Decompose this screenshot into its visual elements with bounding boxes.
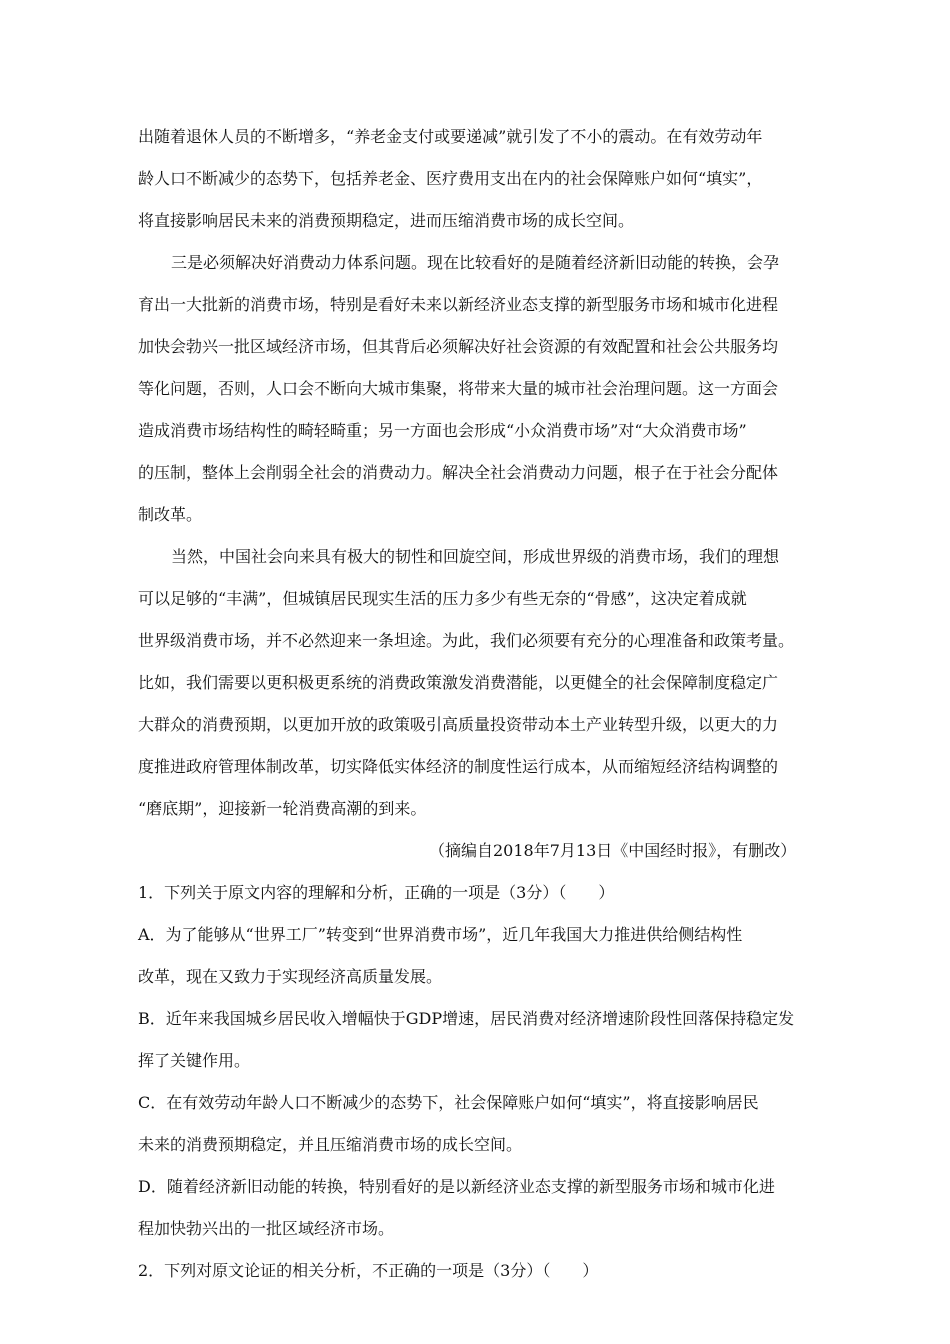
article-line: 世界级消费市场，并不必然迎来一条坦途。为此，我们必须要有充分的心理准备和政策考量。 — [138, 631, 795, 650]
article-paragraph-start: 三是必须解决好消费动力体系问题。现在比较看好的是随着经济新旧动能的转换，会孕 — [171, 253, 780, 272]
article-line: 制改革。 — [138, 505, 203, 524]
article-line: 造成消费市场结构性的畸轻畸重；另一方面也会形成“小众消费市场”对“大众消费市场” — [138, 421, 747, 440]
question-1-option-c: C．在有效劳动年龄人口不断减少的态势下，社会保障账户如何“填实”，将直接影响居民 — [138, 1093, 759, 1112]
question-2-stem: 2．下列对原文论证的相关分析，不正确的一项是（3分）（ ） — [138, 1261, 599, 1280]
article-line: 大群众的消费预期，以更加开放的政策吸引高质量投资带动本土产业转型升级，以更大的力 — [138, 715, 779, 734]
article-line: 比如，我们需要以更积极更系统的消费政策激发消费潜能，以更健全的社会保障制度稳定广 — [138, 673, 779, 692]
question-1-stem: 1．下列关于原文内容的理解和分析，正确的一项是（3分）（ ） — [138, 883, 615, 902]
question-1-option-b: B．近年来我国城乡居民收入增幅快于GDP增速，居民消费对经济增速阶段性回落保持稳定发 — [138, 1009, 795, 1028]
article-line: 可以足够的“丰满”，但城镇居民现实生活的压力多少有些无奈的“骨感”，这决定着成就 — [138, 589, 747, 608]
article-line: 出随着退休人员的不断增多，“养老金支付或要递减”就引发了不小的震动。在有效劳动年 — [138, 127, 763, 146]
question-1-option-d-cont: 程加快勃兴出的一批区域经济市场。 — [138, 1219, 395, 1238]
article-line: 将直接影响居民未来的消费预期稳定，进而压缩消费市场的成长空间。 — [138, 211, 635, 230]
article-paragraph-start: 当然，中国社会向来具有极大的韧性和回旋空间，形成世界级的消费市场，我们的理想 — [171, 547, 780, 566]
article-line: 育出一大批新的消费市场，特别是看好未来以新经济业态支撑的新型服务市场和城市化进程 — [138, 295, 779, 314]
question-1-option-a: A．为了能够从“世界工厂”转变到“世界消费市场”，近几年我国大力推进供给侧结构性 — [138, 925, 743, 944]
question-1-option-b-cont: 挥了关键作用。 — [138, 1051, 251, 1070]
article-line: 加快会勃兴一批区域经济市场，但其背后必须解决好社会资源的有效配置和社会公共服务均 — [138, 337, 779, 356]
question-1-option-a-cont: 改革，现在又致力于实现经济高质量发展。 — [138, 967, 443, 986]
article-line: 度推进政府管理体制改革，切实降低实体经济的制度性运行成本，从而缩短经济结构调整的 — [138, 757, 779, 776]
article-source: （摘编自2018年7月13日《中国经时报》，有删改） — [429, 841, 797, 860]
article-line: 龄人口不断减少的态势下，包括养老金、医疗费用支出在内的社会保障账户如何“填实”， — [138, 169, 763, 188]
article-line: 等化问题，否则，人口会不断向大城市集聚，将带来大量的城市社会治理问题。这一方面会 — [138, 379, 779, 398]
article-line: 的压制，整体上会削弱全社会的消费动力。解决全社会消费动力问题，根子在于社会分配体 — [138, 463, 779, 482]
question-1-option-c-cont: 未来的消费预期稳定，并且压缩消费市场的成长空间。 — [138, 1135, 523, 1154]
question-1-option-d: D．随着经济新旧动能的转换，特别看好的是以新经济业态支撑的新型服务市场和城市化进 — [138, 1177, 775, 1196]
article-line: “磨底期”，迎接新一轮消费高潮的到来。 — [138, 799, 427, 818]
